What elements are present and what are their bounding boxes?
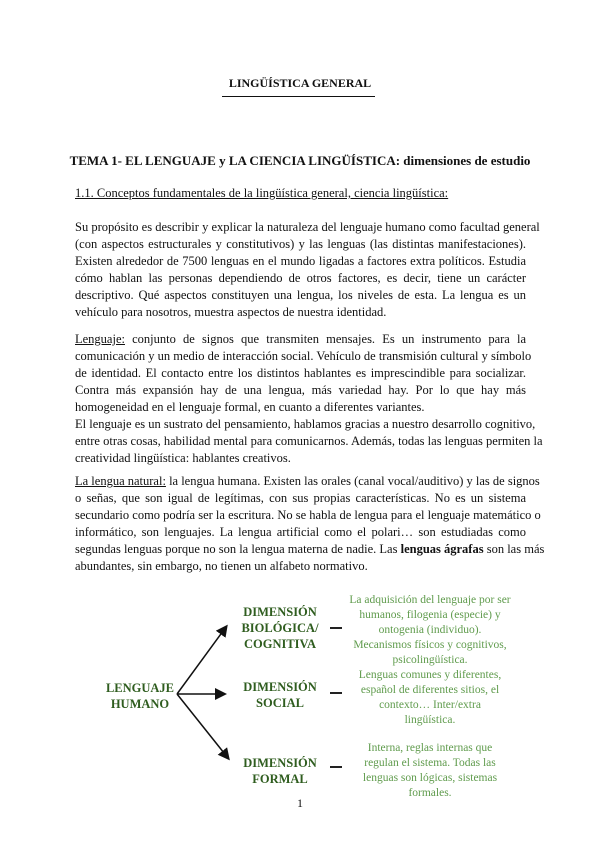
desc-line: humanos, filogenia (especie) y: [359, 609, 501, 621]
label-line: BIOLÓGICA/: [241, 621, 319, 635]
bold-term: lenguas ágrafas: [400, 542, 484, 556]
text-span: conjunto de signos que transmiten mensajes. Es un instrumento para la: [124, 332, 526, 346]
desc-line: español de diferentes sitios, el: [360, 684, 500, 696]
dash: [330, 627, 342, 629]
desc-line: lenguas son lógicas, sistemas: [362, 772, 498, 784]
text-line: homogeneidad en el lenguaje formal, en cuanto a diferentes variantes.: [75, 400, 425, 414]
desc-line: lingüística.: [404, 714, 456, 726]
text-span: segundas lenguas porque no son la lengua materna de nadie. Las: [75, 542, 401, 556]
desc-line: ontogenia (individuo).: [378, 624, 482, 636]
label-line: DIMENSIÓN: [243, 680, 317, 694]
text-line: informático, son lenguajes. La lengua artificial como el polari… son estudiadas como: [75, 525, 526, 539]
desc-line: La adquisición del lenguaje por ser: [349, 594, 511, 606]
dash: [330, 766, 342, 768]
desc-line: Lenguas comunes y diferentes,: [358, 669, 502, 681]
text-line: El lenguaje es un sustrato del pensamiento, hablamos gracias a nuestro desarrollo cognitivo,: [75, 417, 536, 431]
text-line: cómo hablan las personas dependiendo de otros factores, es decir, tiene un carácter: [75, 271, 526, 285]
text-line: vehículo para nosotros, muestra aspectos de nuestra identidad.: [75, 305, 387, 319]
desc-line: Interna, reglas internas que: [367, 742, 493, 754]
diagram-root: [85, 680, 195, 712]
dimension-social-desc: [345, 668, 515, 728]
text-line: abundantes, sin embargo, no tienen un alfabeto normativo.: [75, 559, 368, 573]
label-line: DIMENSIÓN: [243, 605, 317, 619]
text-line: secundario como podría ser la escritura. No se habla de lengua para el lenguaje matemático o: [75, 508, 541, 522]
desc-line: formales.: [408, 787, 452, 799]
text-line: descriptivo. Qué aspectos constituyen una lengua, los niveles de esta. La lengua es un: [75, 288, 526, 302]
chapter-heading: TEMA 1- EL LENGUAJE y LA CIENCIA LINGÜÍSTICA: dimensiones de estudio: [69, 153, 531, 168]
desc-line: regulan el sistema. Todas las: [364, 757, 496, 769]
dimension-biologica-label: [225, 604, 335, 652]
text-line: creatividad lingüística: hablantes creativos.: [75, 451, 291, 465]
label-line: SOCIAL: [256, 696, 304, 710]
dash: [330, 692, 342, 694]
text-line: comunicación y un medio de interacción social. Vehículo de transmisión cultural y símbolo: [75, 349, 532, 363]
root-line: HUMANO: [110, 697, 170, 711]
text-line: Su propósito es describir y explicar la naturaleza del lenguaje humano como facultad general: [75, 220, 540, 234]
text-line: entre otras cosas, habilidad mental para comunicarnos. Además, todas las lenguas permiten la: [75, 434, 543, 448]
text-span: la lengua humana. Existen las orales (canal vocal/auditivo) y las de signos: [165, 474, 540, 488]
text-line: Contra más expansión hay de una lengua, más variedad hay. Por lo que hay más: [75, 383, 526, 397]
text-line: de identidad. El contacto entre los distintos hablantes es imprescindible para socializar.: [75, 366, 526, 380]
page-number: 1: [297, 796, 303, 810]
label-line: FORMAL: [252, 772, 308, 786]
dimension-biologica-desc: [345, 593, 515, 668]
term-lengua-natural: La lengua natural:: [75, 474, 166, 488]
dimension-formal-label: [225, 755, 335, 787]
text-line: o señas, que son igual de legítimas, con sus propias características. No es un sistema: [75, 491, 526, 505]
dimension-social-label: [225, 679, 335, 711]
text-span: son las más: [483, 542, 545, 556]
term-lenguaje: Lenguaje:: [75, 332, 125, 346]
text-line: Existen alrededor de 7500 lenguas en el mundo ligadas a factores extra políticos. Estudia: [75, 254, 526, 268]
label-line: COGNITIVA: [243, 637, 316, 651]
desc-line: contexto… Inter/extra: [379, 699, 481, 711]
label-line: DIMENSIÓN: [243, 756, 317, 770]
section-heading: 1.1. Conceptos fundamentales de la lingüística general, ciencia lingüística:: [75, 186, 449, 200]
desc-line: Mecanismos físicos y cognitivos,: [353, 639, 507, 651]
dimension-formal-desc: [345, 741, 515, 801]
text-line: (con aspectos estructurales y constitutivos) y las lenguas (las distintas manifestaciones).: [75, 237, 526, 251]
desc-line: psicolingüística.: [392, 654, 468, 666]
root-line: LENGUAJE: [105, 681, 175, 695]
document-title: LINGÜÍSTICA GENERAL: [228, 76, 372, 90]
